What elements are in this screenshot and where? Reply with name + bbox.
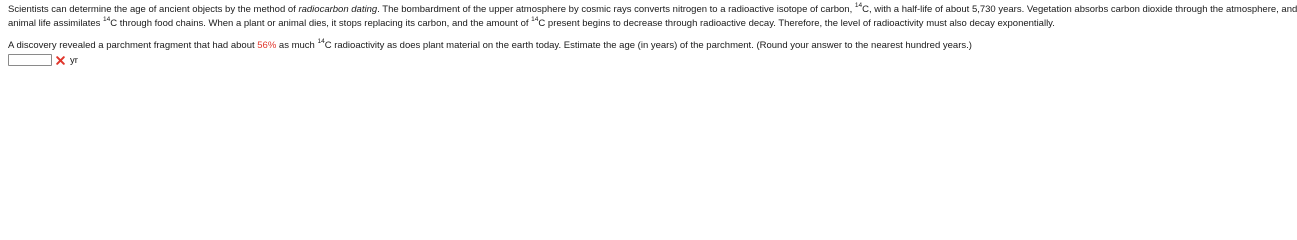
isotope-superscript: 14 bbox=[854, 2, 863, 10]
problem-text: C, with a half-life of about 5,730 years. Vegetation absorbs carbon dioxide through the atmosphere, and bbox=[862, 4, 1297, 15]
isotope-superscript: 14 bbox=[103, 16, 111, 24]
problem-text: Scientists can determine the age of ancient objects by the method of bbox=[8, 4, 299, 15]
emphasis-radiocarbon-dating: radiocarbon dating bbox=[298, 4, 378, 15]
problem-text: animal life assimilates bbox=[8, 18, 104, 29]
answer-row bbox=[8, 53, 78, 67]
unit-label: yr bbox=[70, 54, 78, 66]
question-text-part: as much bbox=[276, 40, 318, 51]
question-text-part: C radioactivity as does plant material on the earth today. Estimate the age (in years) of the parchment. (Round your answer to the nearest hundred years.) bbox=[324, 40, 972, 51]
problem-text-line-2 bbox=[8, 17, 1194, 31]
isotope-superscript: 14 bbox=[317, 38, 325, 46]
isotope-superscript: 14 bbox=[531, 16, 539, 24]
problem-text: C present begins to decrease through radioactive decay. Therefore, the level of radioactivity must also decay exponentially. bbox=[538, 18, 1055, 29]
highlighted-percentage: 56% bbox=[257, 40, 277, 51]
problem-text: . The bombardment of the upper atmosphere by cosmic rays converts nitrogen to a radioactive isotope of carbon, bbox=[377, 4, 855, 15]
question-text-part: A discovery revealed a parchment fragment that had about bbox=[8, 40, 258, 51]
question-text bbox=[8, 39, 1194, 53]
x-mark-icon bbox=[56, 56, 65, 65]
problem-text: C through food chains. When a plant or animal dies, it stops replacing its carbon, and the amount of bbox=[110, 18, 532, 29]
answer-input[interactable] bbox=[8, 54, 52, 66]
problem-text-line-1 bbox=[8, 2, 1297, 17]
